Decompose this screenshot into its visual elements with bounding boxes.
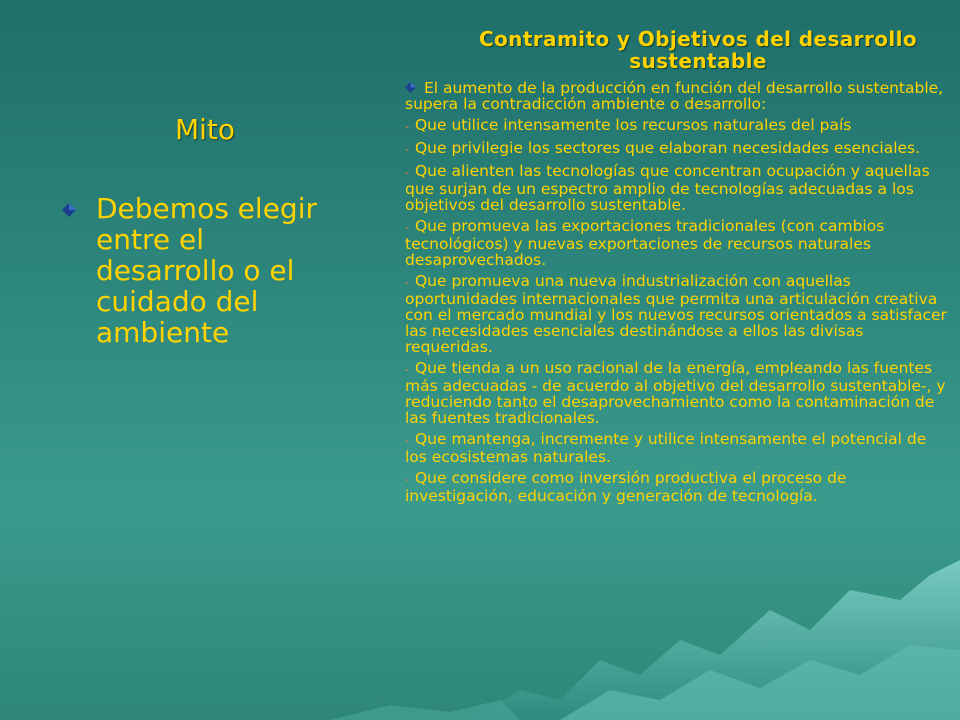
right-column bbox=[405, 28, 953, 504]
objective-text: Que promueva una nueva industrialización con aquellas oportunidades internacionales que permita una articulación creativa con el mercado mundial y los nuevos recursos orientados a satisfacer las necesidades esenciales destinándose a ellos las divisas requeridas. bbox=[405, 272, 947, 356]
objective-text: Que tienda a un uso racional de la energía, empleando las fuentes más adecuadas - de acuerdo al objetivo del desarrollo sustentable-, y reduciendo tanto el desaprovechamiento como la contaminación de las fuentes tradicionales. bbox=[405, 359, 946, 427]
diamond-bullet-icon bbox=[62, 203, 76, 217]
objective-item bbox=[405, 470, 953, 504]
objective-item bbox=[405, 273, 953, 355]
dash-bullet: - bbox=[405, 363, 409, 376]
dash-bullet: - bbox=[405, 120, 409, 133]
objective-text: Que alienten las tecnologías que concentran ocupación y aquellas que surjan de un espectro amplio de tecnologías adecuadas a los objetivos del desarrollo sustentable. bbox=[405, 162, 930, 214]
myth-title: Mito bbox=[174, 113, 236, 146]
left-column bbox=[0, 0, 380, 720]
dash-bullet: - bbox=[405, 221, 409, 234]
objective-item bbox=[405, 218, 953, 268]
objective-text: Que mantenga, incremente y utilice intensamente el potencial de los ecosistemas naturales. bbox=[405, 430, 927, 466]
intro-paragraph bbox=[405, 80, 953, 112]
objective-item bbox=[405, 117, 953, 135]
dash-bullet: - bbox=[405, 276, 409, 289]
objective-text: Que considere como inversión productiva el proceso de investigación, educación y generación de tecnología. bbox=[405, 469, 847, 505]
objective-text: Que privilegie los sectores que elaboran necesidades esenciales. bbox=[414, 139, 921, 157]
objective-item bbox=[405, 140, 953, 158]
objective-item bbox=[405, 360, 953, 426]
dash-bullet: - bbox=[405, 143, 409, 156]
dash-bullet: - bbox=[405, 434, 409, 447]
myth-bullet bbox=[62, 193, 332, 348]
dash-bullet: - bbox=[405, 166, 409, 179]
myth-bullet-text: Debemos elegir entre el desarrollo o el cuidado del ambiente bbox=[96, 192, 317, 349]
diamond-bullet-icon bbox=[405, 82, 416, 93]
dash-bullet: - bbox=[405, 473, 409, 486]
objectives-list bbox=[405, 117, 953, 504]
objective-text: Que promueva las exportaciones tradicionales (con cambios tecnológicos) y nuevas exportaciones de recursos naturales desaprovechados. bbox=[405, 217, 885, 269]
objective-text: Que utilice intensamente los recursos naturales del país bbox=[414, 116, 852, 134]
objective-item bbox=[405, 431, 953, 465]
objective-item bbox=[405, 163, 953, 213]
countermyth-title: Contramito y Objetivos del desarrollo sustentable bbox=[478, 27, 918, 73]
intro-text: El aumento de la producción en función del desarrollo sustentable, supera la contradicción ambiente o desarrollo: bbox=[405, 79, 944, 113]
